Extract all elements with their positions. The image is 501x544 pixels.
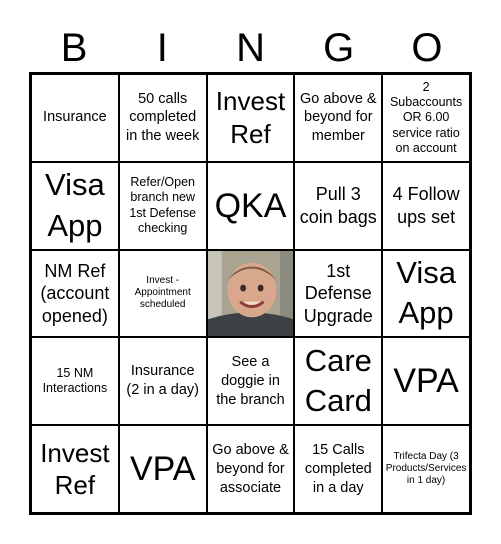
cell-label: Go above & beyond for associate — [212, 441, 289, 496]
bingo-cell-b3[interactable] — [31, 250, 119, 338]
bingo-cell-n1[interactable] — [207, 74, 295, 162]
header-letter-o: O — [411, 26, 443, 70]
bingo-cell-n5[interactable] — [207, 425, 295, 513]
cell-label: See a doggie in the branch — [216, 354, 285, 408]
bingo-cell-n2[interactable] — [207, 162, 295, 250]
cell-label: Invest Ref — [215, 86, 286, 149]
cell-label: Care Card — [304, 342, 372, 419]
bingo-cell-i3[interactable] — [119, 250, 207, 338]
cell-label: 15 NM Interactions — [42, 366, 108, 396]
cell-label: QKA — [214, 186, 287, 225]
cell-label: Insurance (2 in a day) — [126, 363, 199, 399]
cell-label: Refer/Open branch new 1st Defense checking — [129, 175, 197, 235]
cell-label: 15 Calls completed in a day — [304, 441, 372, 496]
cell-label: VPA — [393, 362, 459, 401]
cell-label: Trifecta Day (3 Products/Services in 1 day) — [385, 451, 467, 487]
cell-label: Invest Ref — [40, 437, 110, 501]
cell-label: NM Ref (account opened) — [40, 260, 110, 326]
bingo-cell-b2[interactable] — [31, 162, 119, 250]
bingo-cell-i2[interactable] — [119, 162, 207, 250]
bingo-cell-i1[interactable] — [119, 74, 207, 162]
cell-label: 2 Subaccounts OR 6.00 service ratio on account — [389, 79, 463, 155]
cell-label: Visa App — [396, 255, 456, 331]
bingo-cell-g5[interactable] — [294, 425, 382, 513]
cell-label: Pull 3 coin bags — [299, 184, 377, 227]
bingo-cell-g1[interactable] — [294, 74, 382, 162]
bingo-cell-o2[interactable] — [382, 162, 470, 250]
bingo-cell-g2[interactable] — [294, 162, 382, 250]
cell-label: 50 calls completed in the week — [126, 90, 200, 145]
bingo-cell-o5[interactable] — [382, 425, 470, 513]
cell-label: VPA — [129, 450, 196, 489]
header-letter-g: G — [323, 26, 355, 70]
cell-label: Insurance — [43, 109, 107, 126]
bingo-board — [29, 72, 472, 515]
cell-label: Go above & beyond for member — [300, 90, 377, 145]
bingo-cell-o1[interactable] — [382, 74, 470, 162]
bingo-header — [30, 26, 471, 70]
bingo-cell-i4[interactable] — [119, 337, 207, 425]
bingo-cell-g3[interactable] — [294, 250, 382, 338]
child-photo-icon — [208, 251, 294, 337]
bingo-cell-b1[interactable] — [31, 74, 119, 162]
bingo-cell-n4[interactable] — [207, 337, 295, 425]
cell-label: Visa App — [45, 167, 105, 243]
bingo-cell-i5[interactable] — [119, 425, 207, 513]
bingo-cell-b4[interactable] — [31, 337, 119, 425]
cell-label: 1st Defense Upgrade — [303, 260, 373, 326]
cell-label: Invest - Appointment scheduled — [134, 275, 191, 311]
header-letter-b: B — [60, 26, 88, 70]
bingo-cell-g4[interactable] — [294, 337, 382, 425]
cell-label: 4 Follow ups set — [392, 184, 460, 227]
bingo-cell-o3[interactable] — [382, 250, 470, 338]
bingo-cell-o4[interactable] — [382, 337, 470, 425]
header-letter-i: I — [156, 26, 168, 70]
bingo-cell-b5[interactable] — [31, 425, 119, 513]
bingo-cell-free[interactable] — [207, 250, 295, 338]
header-letter-n: N — [236, 26, 265, 70]
